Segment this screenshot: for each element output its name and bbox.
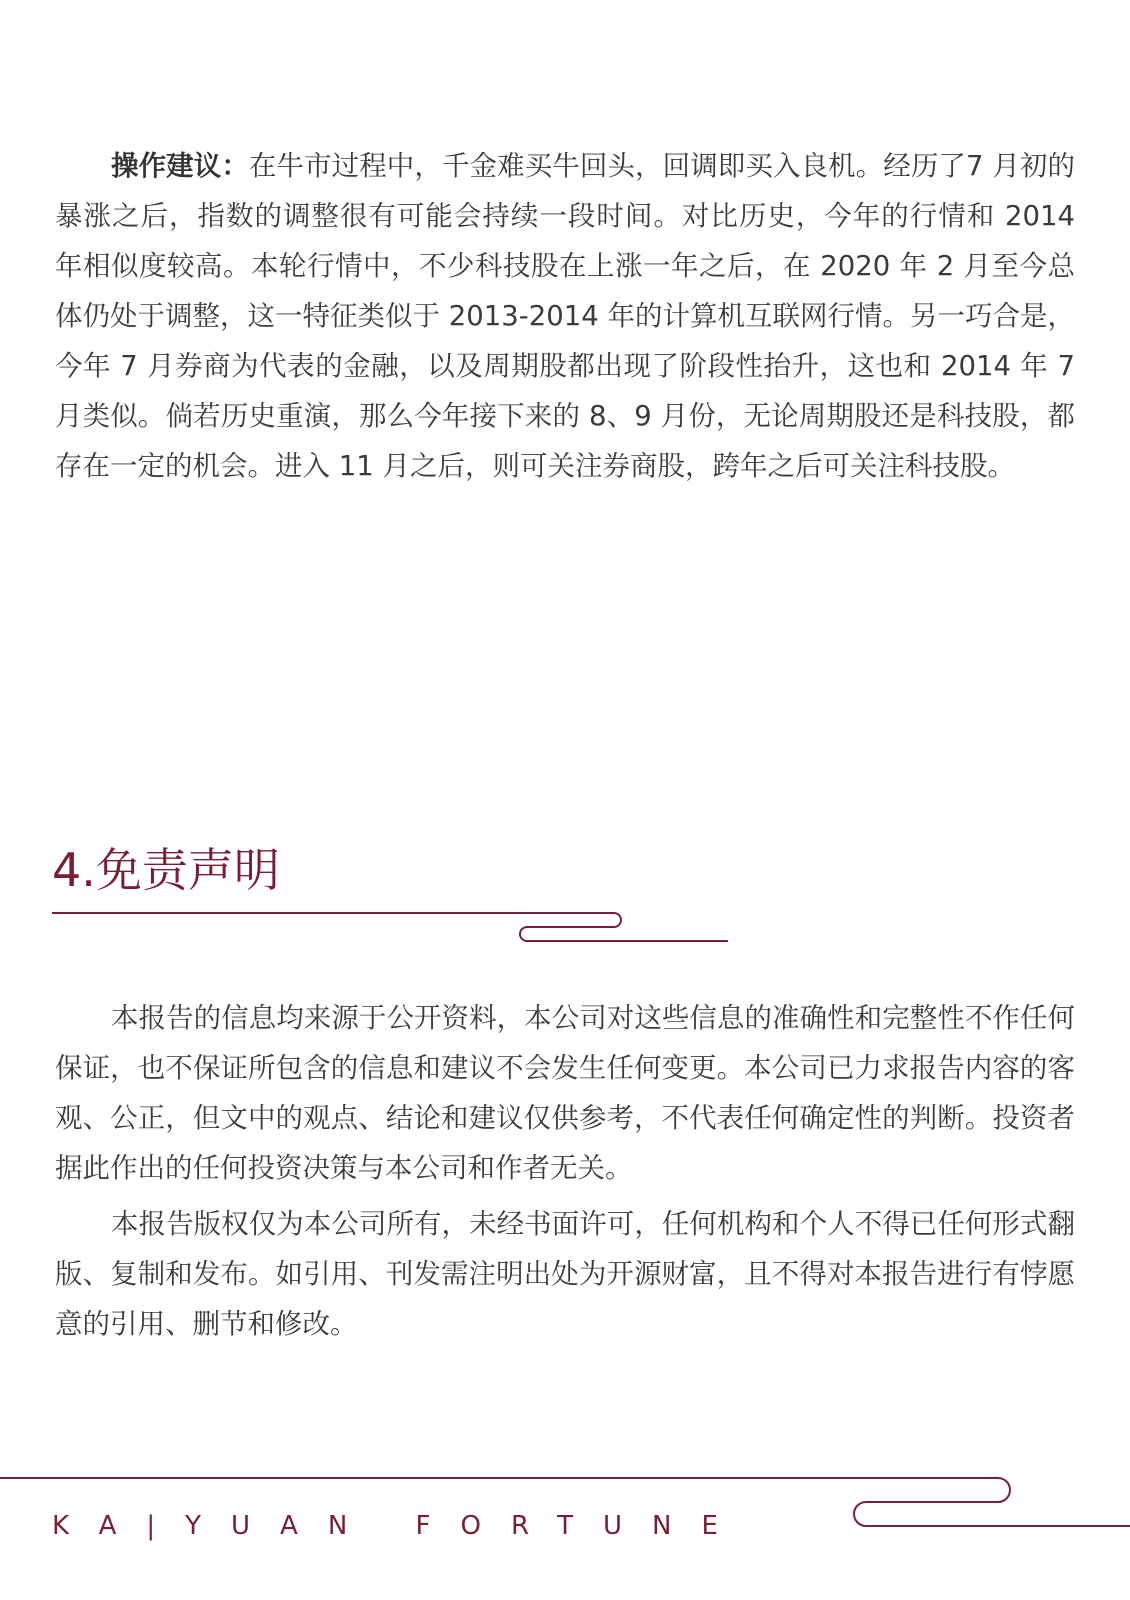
operation-advice-label: 操作建议：: [111, 150, 249, 182]
disclaimer-section-title: 4.免责声明: [52, 843, 280, 897]
disclaimer-paragraph-1: 本报告的信息均来源于公开资料，本公司对这些信息的准确性和完整性不作任何保证，也不保证所包含的信息和建议不会发生任何变更。本公司已力求报告内容的客观、公正，但文中的观点、结论和建议仅供参考，不代表任何确定性的判断。投资者据此作出的任何投资决策与本公司和作者无关。: [55, 1002, 1075, 1184]
footer-brand-wordmark: KA|YUAN FORTUNE: [52, 1511, 748, 1541]
operation-advice-text: 在牛市过程中，千金难买牛回头，回调即买入良机。经历了7 月初的暴涨之后，指数的调整很有可能会持续一段时间。对比历史，今年的行情和 2014 年相似度较高。本轮行情中，不少科技股在上涨一年之后，在 2020 年 2 月至今总体仍处于调整，这一特征类似于 2013-2014 年的计算机互联网行情。另一巧合是，今年 7 月券商为代表的金融，以及周期股都出现了阶段性抬升，这也和 2014 年 7 月类似。倘若历史重演，那么今年接下来的 8、9 月份，无论周期股还是科技股，都存在一定的机会。进入 11 月之后，则可关注券商股，跨年之后可关注科技股。: [55, 150, 1075, 482]
disclaimer-paragraph-2: 本报告版权仅为本公司所有，未经书面许可，任何机构和个人不得已任何形式翻版、复制和发布。如引用、刊发需注明出处为开源财富，且不得对本报告进行有悖愿意的引用、删节和修改。: [55, 1208, 1075, 1340]
